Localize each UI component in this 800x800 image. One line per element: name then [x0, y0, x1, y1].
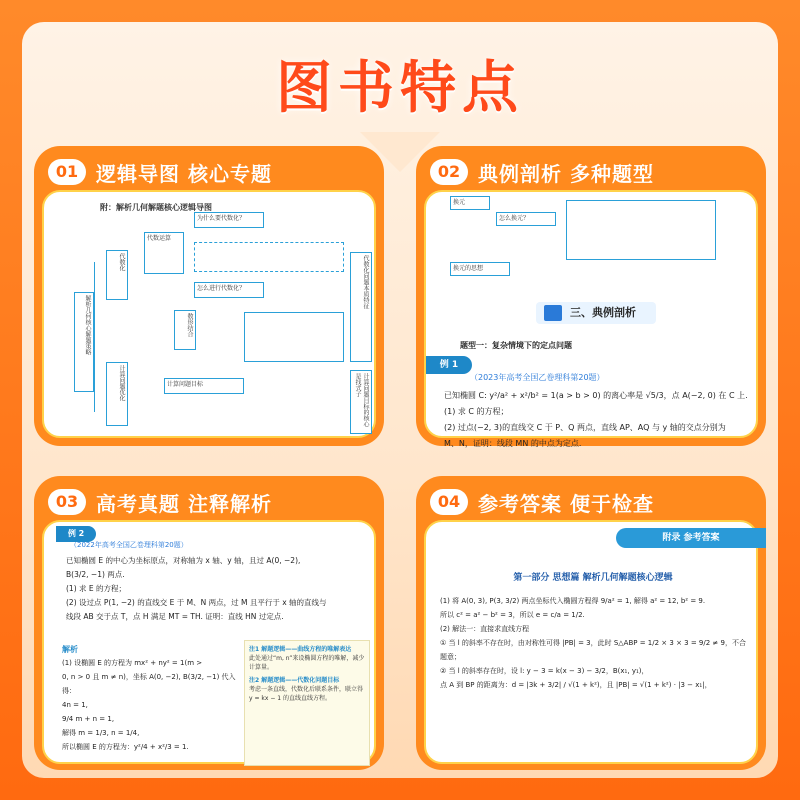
example-source: （2022年高考全国乙卷理科第20题） [70, 541, 188, 549]
solution-line: 4n = 1, [62, 701, 88, 709]
map-root: 解析几何核心解题策略 [74, 292, 94, 392]
example-line: 已知椭圆 E 的中心为坐标原点，对称轴为 x 轴、y 轴，且过 A(0, −2), [66, 556, 301, 565]
map-node: 换元 [450, 196, 490, 210]
answer-line: 点 A 到 BP 的距离为：d = |3k + 3/2| / √(1 + k²)，且 |PB| = √(1 + k²) · |3 − x₁|， [440, 681, 712, 689]
map-right-label: 代数化问题本质特征 [350, 252, 372, 362]
solution-body [62, 656, 242, 754]
map-detail [194, 242, 344, 272]
card-title: 典例剖析 多种题型 [478, 161, 654, 186]
card-number: 04 [430, 489, 468, 515]
map-node: 怎么进行代数化？ [194, 282, 264, 298]
annotation-box [244, 640, 370, 766]
notebook-icon [544, 305, 562, 321]
answer-line: ① 当 l 的斜率不存在时，由对称性可得 |PB| = 3，此时 S△ABP = 1/2 × 3 × 3 = 9/2 ≠ 9，不合题意； [440, 639, 746, 661]
example-body [66, 554, 366, 624]
example-tag: 例 2 [56, 526, 96, 542]
map-node: 怎么换元？ [496, 212, 556, 226]
answer-page [424, 520, 758, 764]
card-title: 参考答案 便于检查 [478, 491, 654, 516]
answer-body [440, 594, 750, 692]
feature-card-4 [416, 476, 766, 770]
map-title: 附：解析几何解题核心逻辑导图 [100, 203, 212, 212]
example-tag: 例 1 [426, 356, 472, 374]
answer-line: (1) 将 A(0, 3), P(3, 3/2) 两点坐标代入椭圆方程得 9/a² = 1, 解得 a² = 12, b² = 9. [440, 597, 706, 605]
exam-page [42, 520, 376, 764]
map-detail [566, 200, 716, 260]
card-title: 逻辑导图 核心专题 [96, 161, 272, 186]
answer-line: (2) 解法一：直接求直线方程 [440, 625, 530, 633]
feature-card-2 [416, 146, 766, 446]
question-type-title: 题型一：复杂情境下的定点问题 [460, 341, 572, 350]
note-heading: 注1 解题逻辑——曲线方程的唯解表达 [249, 646, 352, 653]
solution-line: 所以椭圆 E 的方程为：y²/4 + x²/3 = 1. [62, 743, 189, 751]
example-source: （2023年高考全国乙卷理科第20题） [470, 373, 605, 382]
map-detail [244, 312, 344, 362]
solution-line: 9/4 m + n = 1, [62, 715, 115, 723]
mind-map-page [42, 190, 376, 438]
example-line: (1) 求 C 的方程； [444, 407, 509, 416]
card-number: 01 [48, 159, 86, 185]
feature-card-3 [34, 476, 384, 770]
solution-line: 0, n > 0 且 m ≠ n)，坐标 A(0, −2), B(3/2, −1) 代入得： [62, 673, 236, 695]
map-node: 为什么要代数化？ [194, 212, 264, 228]
answer-section-title: 第一部分 思想篇 解析几何解题核心逻辑 [513, 573, 673, 583]
map-branch: 计算问题优化 [106, 362, 128, 426]
card-title: 高考真题 注释解析 [96, 491, 272, 516]
note-text: 此处通过“m, n”来设椭圆方程的唯解，减少计算量。 [249, 655, 365, 671]
answer-line: ② 当 l 的斜率存在时，设 l: y − 3 = k(x − 3) − 3/2，B(x₁, y₁)， [440, 667, 649, 675]
solution-line: (1) 设椭圆 E 的方程为 mx² + ny² = 1(m > [62, 659, 203, 667]
example-line: (1) 求 E 的方程； [66, 584, 127, 593]
example-line: (2) 设过点 P(1, −2) 的直线交 E 于 M、N 两点，过 M 且平行于 x 轴的直线与 [66, 598, 327, 607]
solution-line: 解得 m = 1/3, n = 1/4, [62, 729, 140, 737]
appendix-header: 附录 参考答案 [616, 528, 766, 548]
map-right-label: 计算问题目标的核心是找式子 [350, 370, 372, 434]
map-node: 换元的思想 [450, 262, 510, 276]
answer-line: 所以 c² = a² − b² = 3，所以 e = c/a = 1/2. [440, 611, 585, 619]
card-number: 02 [430, 159, 468, 185]
map-branch: 代数化 [106, 250, 128, 300]
example-line: M、N，证明：线段 MN 的中点为定点. [444, 439, 582, 448]
solution-tag: 解析 [62, 645, 78, 654]
example-line: B(3/2, −1) 两点. [66, 570, 125, 579]
example-body [444, 388, 750, 452]
example-line: 线段 AB 交于点 T，点 H 满足 MT = TH. 证明：直线 HN 过定点. [66, 612, 284, 621]
note-text: 考虑一条直线，代数化后联系条件，联立得 y = kx − 1 的直线直线方程。 [249, 686, 364, 702]
map-node: 代数运算 [144, 232, 184, 274]
example-line: 已知椭圆 C: y²/a² + x²/b² = 1(a > b > 0) 的离心率是 √5/3，点 A(−2, 0) 在 C 上. [444, 391, 748, 400]
example-line: (2) 过点(−2, 3)的直线交 C 于 P、Q 两点，直线 AP、AQ 与 y 轴的交点分别为 [444, 423, 726, 432]
map-node: 数形结合 [174, 310, 196, 350]
example-page [424, 190, 758, 448]
feature-card-1 [34, 146, 384, 446]
card-number: 03 [48, 489, 86, 515]
section-heading: 三、典例剖析 [536, 302, 656, 324]
map-connector [94, 262, 95, 412]
map-node: 计算问题目标 [164, 378, 244, 394]
note-heading: 注2 解题逻辑——代数化问题目标 [249, 677, 340, 684]
page-title: 图书特点 [276, 56, 524, 121]
